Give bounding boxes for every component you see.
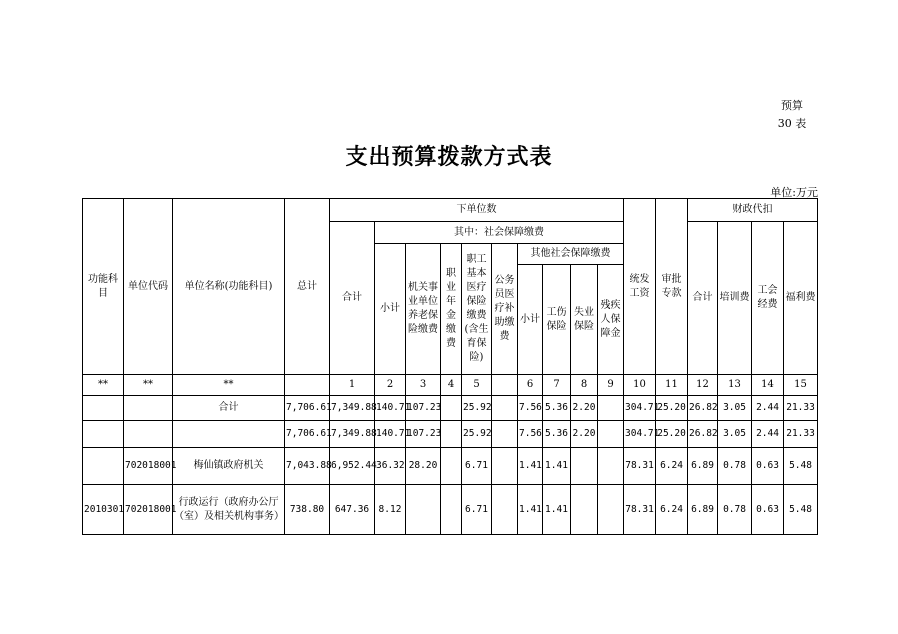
- cell-injury: 1.41: [543, 448, 571, 485]
- table-row: [83, 421, 818, 448]
- cell-medical: 25.92: [462, 396, 492, 421]
- cell-pension: 107.23: [406, 421, 441, 448]
- cell-sum: 7,349.88: [330, 396, 375, 421]
- header-unemployment: 失业保险: [571, 265, 598, 375]
- cell-special: 25.20: [656, 396, 688, 421]
- index-cell: 3: [406, 375, 441, 396]
- cell-code: 702018001: [124, 448, 173, 485]
- table-number-label: [772, 97, 812, 133]
- header-unified-wage: 统发工资: [624, 199, 656, 375]
- index-cell: 10: [624, 375, 656, 396]
- cell-func: [83, 421, 124, 448]
- index-cell: 6: [518, 375, 543, 396]
- cell-annuity: [441, 421, 462, 448]
- cell-name: 合计: [173, 396, 285, 421]
- index-cell: [492, 375, 518, 396]
- cell-pension: 28.20: [406, 448, 441, 485]
- cell-special: 25.20: [656, 421, 688, 448]
- cell-code: [124, 421, 173, 448]
- cell-welfare: 5.48: [784, 485, 818, 535]
- cell-medical: 6.71: [462, 485, 492, 535]
- cell-unemployment: 2.20: [571, 421, 598, 448]
- cell-name: 行政运行（政府办公厅（室）及相关机构事务）: [173, 485, 285, 535]
- cell-disability: [598, 448, 624, 485]
- cell-training: 3.05: [718, 396, 752, 421]
- cell-code: [124, 396, 173, 421]
- index-cell: 2: [375, 375, 406, 396]
- index-cell: 15: [784, 375, 818, 396]
- index-cell: 13: [718, 375, 752, 396]
- cell-welfare: 21.33: [784, 421, 818, 448]
- cell-small: 140.71: [375, 396, 406, 421]
- cell-fd-sum: 6.89: [688, 448, 718, 485]
- table-row: [83, 396, 818, 421]
- cell-total: 7,706.61: [285, 396, 330, 421]
- cell-other-small: 1.41: [518, 448, 543, 485]
- cell-union: 0.63: [752, 448, 784, 485]
- header-injury: 工伤保险: [543, 265, 571, 375]
- index-cell: 9: [598, 375, 624, 396]
- header-lower-unit: 下单位数: [330, 199, 624, 222]
- cell-small: 8.12: [375, 485, 406, 535]
- cell-total: 738.80: [285, 485, 330, 535]
- header-social-insurance: 其中：社会保障缴费: [375, 222, 624, 244]
- cell-wage: 304.71: [624, 421, 656, 448]
- cell-disability: [598, 396, 624, 421]
- cell-special: 6.24: [656, 448, 688, 485]
- corner-line-1: 预算: [781, 99, 803, 112]
- index-cell: 14: [752, 375, 784, 396]
- header-func-code: 功能科目: [83, 199, 124, 375]
- cell-small: 140.71: [375, 421, 406, 448]
- header-fd-sum: 合计: [688, 222, 718, 375]
- index-row: [83, 375, 818, 396]
- cell-unemployment: [571, 485, 598, 535]
- cell-other-small: 1.41: [518, 485, 543, 535]
- cell-welfare: 21.33: [784, 396, 818, 421]
- cell-special: 6.24: [656, 485, 688, 535]
- header-disability: 残疾人保障金: [598, 265, 624, 375]
- header-unit-code: 单位代码: [124, 199, 173, 375]
- cell-wage: 304.71: [624, 396, 656, 421]
- header-finance-deduct: 财政代扣: [688, 199, 818, 222]
- page-title: 支出预算拨款方式表: [345, 144, 553, 170]
- index-cell: [285, 375, 330, 396]
- cell-union: 0.63: [752, 485, 784, 535]
- header-other-social: 其他社会保障缴费: [518, 244, 624, 265]
- header-unit-name: 单位名称(功能科目): [173, 199, 285, 375]
- index-cell: 1: [330, 375, 375, 396]
- header-other-small: 小计: [518, 265, 543, 375]
- cell-injury: 1.41: [543, 485, 571, 535]
- cell-sum: 7,349.88: [330, 421, 375, 448]
- unit-label: 单位:万元: [770, 186, 818, 199]
- cell-injury: 5.36: [543, 396, 571, 421]
- table-row: [83, 485, 818, 535]
- cell-training: 0.78: [718, 448, 752, 485]
- cell-annuity: [441, 485, 462, 535]
- index-cell: 8: [571, 375, 598, 396]
- cell-training: 0.78: [718, 485, 752, 535]
- header-special: 审批专款: [656, 199, 688, 375]
- cell-medical: 25.92: [462, 421, 492, 448]
- index-cell: 12: [688, 375, 718, 396]
- cell-pension: 107.23: [406, 396, 441, 421]
- header-sum: 合计: [330, 222, 375, 375]
- budget-table: [82, 198, 818, 535]
- cell-total: 7,043.88: [285, 448, 330, 485]
- cell-civil: [492, 396, 518, 421]
- cell-medical: 6.71: [462, 448, 492, 485]
- cell-name: 梅仙镇政府机关: [173, 448, 285, 485]
- cell-func: [83, 448, 124, 485]
- table-row: [83, 448, 818, 485]
- header-total: 总计: [285, 199, 330, 375]
- header-civil-medical: 公务员医疗补助缴费: [492, 244, 518, 375]
- cell-injury: 5.36: [543, 421, 571, 448]
- cell-fd-sum: 26.82: [688, 421, 718, 448]
- cell-code: 702018001: [124, 485, 173, 535]
- cell-civil: [492, 485, 518, 535]
- index-cell: **: [124, 375, 173, 396]
- cell-func: [83, 396, 124, 421]
- cell-total: 7,706.61: [285, 421, 330, 448]
- cell-other-small: 7.56: [518, 421, 543, 448]
- cell-wage: 78.31: [624, 485, 656, 535]
- cell-unemployment: [571, 448, 598, 485]
- index-cell: **: [83, 375, 124, 396]
- cell-annuity: [441, 448, 462, 485]
- cell-civil: [492, 421, 518, 448]
- cell-training: 3.05: [718, 421, 752, 448]
- cell-disability: [598, 485, 624, 535]
- header-medical: 职工基本医疗保险缴费(含生育保险): [462, 244, 492, 375]
- cell-union: 2.44: [752, 421, 784, 448]
- cell-fd-sum: 26.82: [688, 396, 718, 421]
- header-pension: 机关事业单位养老保险缴费: [406, 244, 441, 375]
- index-cell: 7: [543, 375, 571, 396]
- header-welfare: 福利费: [784, 222, 818, 375]
- index-cell: 4: [441, 375, 462, 396]
- cell-pension: [406, 485, 441, 535]
- header-union: 工会经费: [752, 222, 784, 375]
- header-annuity: 职业年金缴费: [441, 244, 462, 375]
- index-cell: 11: [656, 375, 688, 396]
- cell-wage: 78.31: [624, 448, 656, 485]
- cell-func: 2010301: [83, 485, 124, 535]
- header-training: 培训费: [718, 222, 752, 375]
- cell-other-small: 7.56: [518, 396, 543, 421]
- table-body: [83, 396, 818, 535]
- corner-line-2: 30 表: [777, 117, 807, 130]
- cell-welfare: 5.48: [784, 448, 818, 485]
- cell-annuity: [441, 396, 462, 421]
- cell-unemployment: 2.20: [571, 396, 598, 421]
- cell-fd-sum: 6.89: [688, 485, 718, 535]
- cell-sum: 647.36: [330, 485, 375, 535]
- cell-sum: 6,952.44: [330, 448, 375, 485]
- cell-disability: [598, 421, 624, 448]
- cell-name: [173, 421, 285, 448]
- index-cell: **: [173, 375, 285, 396]
- cell-union: 2.44: [752, 396, 784, 421]
- table-header: [83, 199, 818, 396]
- cell-civil: [492, 448, 518, 485]
- cell-small: 36.32: [375, 448, 406, 485]
- index-cell: 5: [462, 375, 492, 396]
- header-sub-small: 小计: [375, 244, 406, 375]
